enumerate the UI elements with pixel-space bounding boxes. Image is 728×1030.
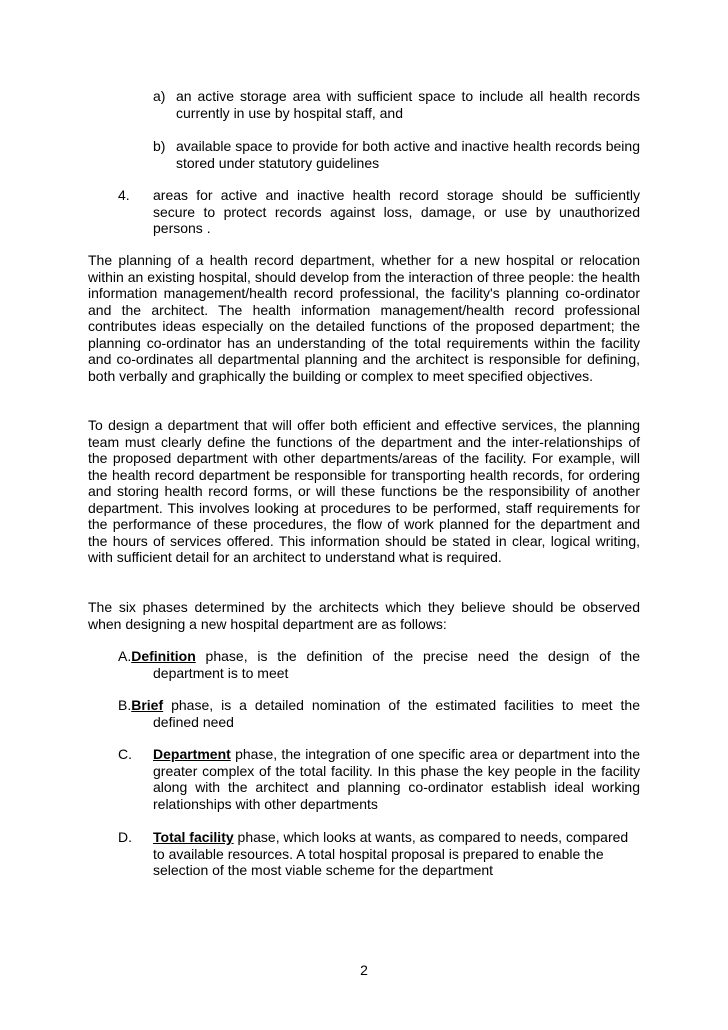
paragraph-planning: The planning of a health record department, whether for a new hospital or relocation within an existing hospital, should develop from the interaction of three people: the health information management/health record professional, the facility's planning co-ordinator and the architect. The health information management/health record professional contributes ideas especially on the detailed functions of the proposed department; the planning co-ordinator has an understanding of the total requirements within the facility and co-ordinates all departmental planning and the architect is responsible for defining, both verbally and graphically the building or complex to meet specified objectives. xyxy=(88,252,640,384)
list-text: an active storage area with sufficient space to include all health records currently in use by hospital staff, and xyxy=(176,88,640,121)
phase-text: phase, is the definition of the precise need the design of the department is to meet xyxy=(153,648,640,681)
phase-item-b xyxy=(118,697,640,730)
phase-item-a xyxy=(118,648,640,681)
paragraph-design: To design a department that will offer both efficient and effective services, the planning team must clearly define the functions of the department and the inter-relationships of the proposed department with other departments/areas of the facility. For example, will the health record department be responsible for transporting health records, for ordering and storing health record forms, or will these functions be the responsibility of another department. This involves looking at procedures to be performed, staff requirements for the performance of these procedures, the flow of work planned for the department and the hours of services offered. This information should be stated in clear, logical writing, with sufficient detail for an architect to understand what is required. xyxy=(88,417,640,565)
page-number: 2 xyxy=(360,962,368,978)
phase-keyword: Total facility xyxy=(153,829,234,845)
paragraph-phases-intro: The six phases determined by the architects which they believe should be observed when designing a new hospital department are as follows: xyxy=(88,599,640,632)
phase-text: phase, the integration of one specific area or department into the greater complex of the total facility. In this phase the key people in the facility along with the architect and planning co-ordinator establish ideal working relationships with other departments xyxy=(153,746,640,812)
phase-text: phase, is a detailed nomination of the estimated facilities to meet the defined need xyxy=(153,697,640,730)
phase-label: B. xyxy=(118,697,132,713)
list-label: b) xyxy=(153,138,166,154)
phase-keyword: Brief xyxy=(131,697,164,713)
phase-keyword: Definition xyxy=(131,648,196,664)
list-text: available space to provide for both active and inactive health records being stored under statutory guidelines xyxy=(176,138,640,171)
list-item-b xyxy=(153,138,640,171)
phase-item-c xyxy=(118,746,640,812)
list-text: areas for active and inactive health record storage should be sufficiently secure to protect records against loss, damage, or use by unauthorized persons . xyxy=(153,187,640,236)
phase-item-d xyxy=(118,829,640,879)
list-item-a xyxy=(153,88,640,121)
phase-label: D. xyxy=(118,829,132,845)
phase-label: A. xyxy=(118,648,132,664)
phase-text: phase, which looks at wants, as compared to needs, compared to available resources. A total hospital proposal is prepared to enable the selection of the most viable scheme for the department xyxy=(153,829,629,878)
list-label: 4. xyxy=(118,187,130,203)
phase-label: C. xyxy=(118,746,132,762)
list-label: a) xyxy=(153,88,166,104)
phase-keyword: Department xyxy=(153,746,231,762)
list-item-4 xyxy=(118,187,640,237)
